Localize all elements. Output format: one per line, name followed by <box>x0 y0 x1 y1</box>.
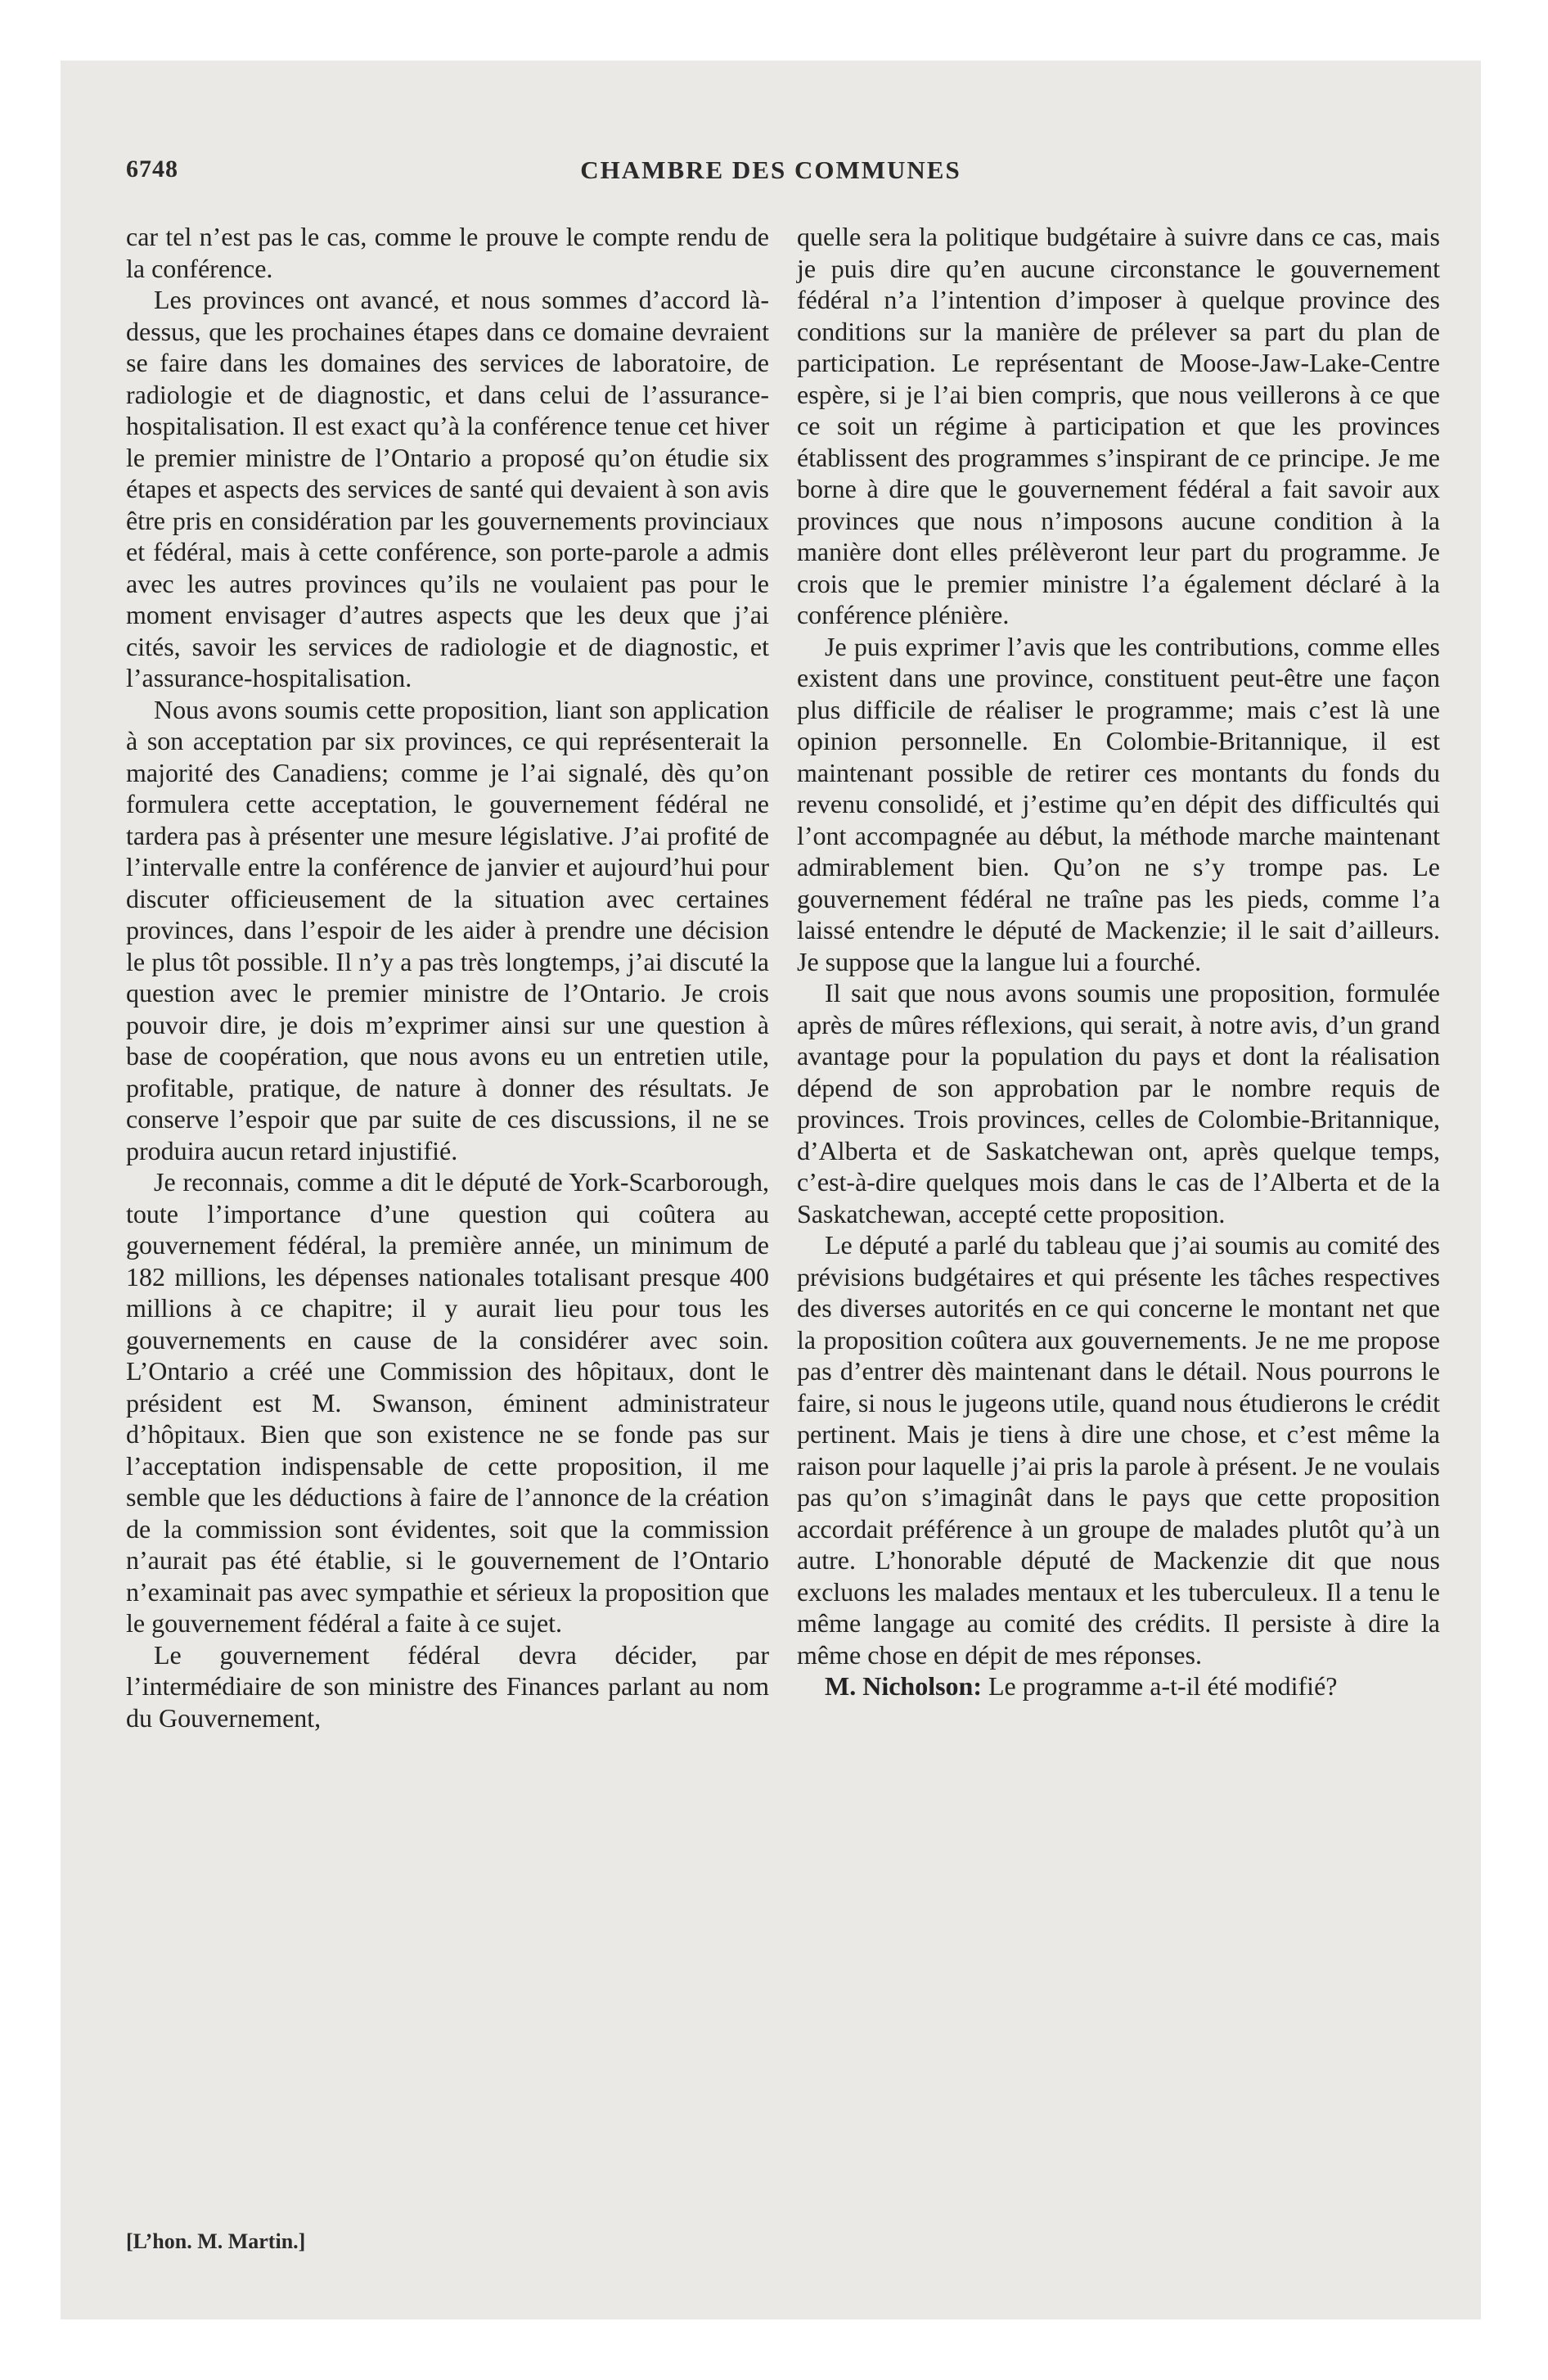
paragraph: quelle sera la politique budgétaire à suivre dans ce cas, mais je puis dire qu’en aucune circonstance le gouvernement fédéral n’a l’intention d’imposer à quelque province des conditions sur la manière de prélever sa part du plan de participation. Le représentant de Moose-Jaw-Lake-Centre espère, si je l’ai bien compris, que nous veillerons à ce que ce soit un régime à participation et que les provinces établissent des programmes s’inspirant de ce principe. Je me borne à dire que le gouvernement fédéral a fait savoir aux provinces que nous n’imposons aucune condition à la manière dont elles prélèveront leur part du programme. Je crois que le premier ministre l’a également déclaré à la conférence plénière. <box>797 222 1440 629</box>
speech-text: Le programme a-t-il été modifié? <box>982 1671 1338 1701</box>
paragraph: Il sait que nous avons soumis une proposition, formulée après de mûres réflexions, qui serait, à notre avis, d’un grand avantage pour la population du pays et dont la réalisation dépend de son approbation par le nombre requis de provinces. Trois provinces, celles de Colombie-Britannique, d’Alberta et de Saskatchewan ont, après quelque temps, c’est-à-dire quelques mois dans le cas de l’Alberta et de la Saskatchewan, accepté cette proposition. <box>797 978 1440 1228</box>
speaker-name: M. Nicholson: <box>825 1671 982 1701</box>
page-number: 6748 <box>126 156 178 183</box>
right-column <box>797 221 1440 1702</box>
paragraph: Les provinces ont avancé, et nous sommes d’accord là-dessus, que les prochaines étapes dans ce domaine devraient se faire dans les domaines des services de laboratoire, de radiologie et de diagnostic, et dans celui de l’assurance-hospitalisation. Il est exact qu’à la conférence tenue cet hiver le premier ministre de l’Ontario a proposé qu’on étudie six étapes et aspects des services de santé qui devaient à son avis être pris en considération par les gouvernements provinciaux et fédéral, mais à cette conférence, son porte-parole a admis avec les autres provinces qu’ils ne voulaient pas pour le moment envisager d’autres aspects que les deux que j’ai cités, savoir les services de radiologie et de diagnostic, et l’assurance-hospitalisation. <box>126 285 769 692</box>
speech-paragraph <box>797 1670 1440 1702</box>
running-head: CHAMBRE DES COMMUNES <box>580 156 961 184</box>
page-header <box>61 156 1481 196</box>
paragraph: Le député a parlé du tableau que j’ai soumis au comité des prévisions budgétaires et qui présente les tâches respectives des diverses autorités en ce qui concerne le montant net que la proposition coûtera aux gouvernements. Je ne me propose pas d’entrer dès maintenant dans le détail. Nous pourrons le faire, si nous le jugeons utile, quand nous étudierons le crédit pertinent. Mais je tiens à dire une chose, et c’est même la raison pour laquelle j’ai pris la parole à présent. Je ne voulais pas qu’on s’imaginât dans le pays que cette proposition accordait préférence à un groupe de malades plutôt qu’à un autre. L’honorable député de Mackenzie dit que nous excluons les malades mentaux et les tuberculeux. Il a tenu le même langage au comité des crédits. Il persiste à dire la même chose en dépit de mes réponses. <box>797 1230 1440 1670</box>
paragraph: Je reconnais, comme a dit le député de York-Scarborough, toute l’importance d’une question qui coûtera au gouvernement fédéral, la première année, un minimum de 182 millions, les dépenses nationales totalisant presque 400 millions à ce chapitre; il y aurait lieu pour tous les gouvernements en cause de la considérer avec soin. L’Ontario a créé une Commission des hôpitaux, dont le président est M. Swanson, éminent administrateur d’hôpitaux. Bien que son existence ne se fonde pas sur l’acceptation indispensable de cette proposition, il me semble que les déductions à faire de l’annonce de la création de la commission sont évidentes, soit que la commission n’aurait pas été établie, si le gouvernement de l’Ontario n’examinait pas avec sympathie et sérieux la proposition que le gouvernement fédéral a faite à ce sujet. <box>126 1167 769 1638</box>
left-column <box>126 221 769 1733</box>
paragraph: Je puis exprimer l’avis que les contributions, comme elles existent dans une province, constituent peut-être une façon plus difficile de réaliser le programme; mais c’est là une opinion personnelle. En Colombie-Britannique, il est maintenant possible de retirer ces montants du fonds du revenu consolidé, et j’estime qu’en dépit des difficultés qui l’ont accompagnée au début, la méthode marche maintenant admirablement bien. Qu’on ne s’y trompe pas. Le gouvernement fédéral ne traîne pas les pieds, comme l’a laissé entendre le député de Mackenzie; il le sait d’ailleurs. Je suppose que la langue lui a fourché. <box>797 631 1440 976</box>
speaker-attribution: [L’hon. M. Martin.] <box>126 2229 306 2253</box>
paragraph: Le gouvernement fédéral devra décider, par l’intermédiaire de son ministre des Finances parlant au nom du Gouvernement, <box>126 1639 769 1733</box>
page-sheet <box>61 61 1481 2319</box>
paragraph: car tel n’est pas le cas, comme le prouve le compte rendu de la conférence. <box>126 222 769 283</box>
paragraph: Nous avons soumis cette proposition, liant son application à son acceptation par six provinces, ce qui représenterait la majorité des Canadiens; comme je l’ai signalé, dès qu’on formulera cette acceptation, le gouvernement fédéral ne tardera pas à présenter une mesure législative. J’ai profité de l’intervalle entre la conférence de janvier et aujourd’hui pour discuter officieusement de la situation avec certaines provinces, dans l’espoir de les aider à prendre une décision le plus tôt possible. Il n’y a pas très longtemps, j’ai discuté la question avec le premier ministre de l’Ontario. Je crois pouvoir dire, je dois m’exprimer ainsi sur une question à base de coopération, que nous avons eu un entretien utile, profitable, pratique, de nature à donner des résultats. Je conserve l’espoir que par suite de ces discussions, il ne se produira aucun retard injustifié. <box>126 694 769 1165</box>
